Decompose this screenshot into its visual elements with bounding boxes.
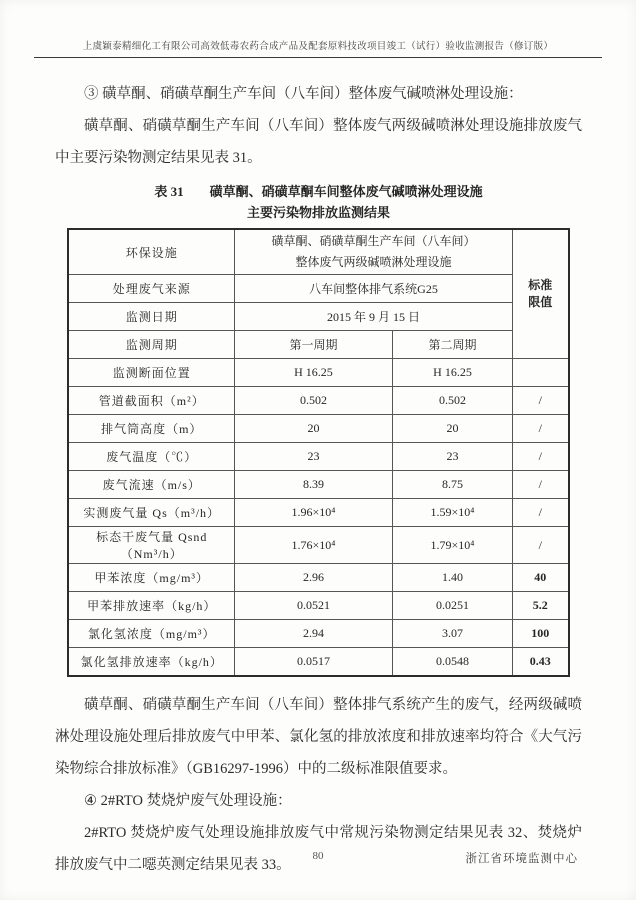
period-2-value: 0.502 <box>392 387 512 415</box>
standard-limit-value: / <box>513 415 569 443</box>
paragraph-rto-intro: 2#RTO 焚烧炉废气处理设施排放废气中常规污染物测定结果见表 32、焚烧炉排放废气中二噁英测定结果见表 33。 <box>55 825 582 873</box>
table-row-data <box>68 620 568 648</box>
standard-limit-value: / <box>513 471 569 499</box>
table-caption-title-line2: 主要污染物排放监测结果 <box>246 205 390 220</box>
monitoring-results-table <box>67 228 569 677</box>
standard-limit-value: / <box>513 527 569 564</box>
period-1-value: 20 <box>234 415 392 443</box>
period-2-value: H 16.25 <box>392 359 512 387</box>
table-row-data <box>68 592 568 620</box>
facility-value <box>234 229 512 275</box>
period-2-value: 1.40 <box>392 564 512 592</box>
period-1-value: 0.502 <box>234 387 392 415</box>
table-row-data <box>68 443 568 471</box>
row-label: 甲苯排放速率（kg/h） <box>68 592 234 620</box>
row-label: 监测周期 <box>68 331 234 359</box>
table-row-data <box>68 387 568 415</box>
table-row-data <box>68 648 568 677</box>
period-2-value: 3.07 <box>392 620 512 648</box>
facility-value-line1: 磺草酮、硝磺草酮生产车间（八车间） <box>271 234 476 248</box>
table-row-data <box>68 471 568 499</box>
row-label: 处理废气来源 <box>68 275 234 303</box>
period-1-value: 0.0521 <box>234 592 392 620</box>
footer-organization: 浙江省环境监测中心 <box>465 853 578 865</box>
period-2-value: 0.0548 <box>392 648 512 677</box>
date-value: 2015 年 9 月 15 日 <box>234 303 512 331</box>
standard-limit-value: / <box>513 387 569 415</box>
standard-limit-value: 100 <box>513 620 569 648</box>
period-1-value: 1.96×10⁴ <box>234 499 392 527</box>
paragraph-item-3-heading: ③ 磺草酮、硝磺草酮生产车间（八车间）整体废气碱喷淋处理设施： <box>84 86 523 102</box>
table-row-facility <box>68 229 568 275</box>
row-label: 监测日期 <box>68 303 234 331</box>
period-1-value: 2.94 <box>234 620 392 648</box>
row-label: 废气温度（℃） <box>68 443 234 471</box>
paragraph-table31-intro: 磺草酮、硝磺草酮生产车间（八车间）整体废气两级碱喷淋处理设施排放废气中主要污染物测定结果见表 31。 <box>55 118 582 166</box>
row-label: 废气流速（m/s） <box>68 471 234 499</box>
period-1-value: H 16.25 <box>234 359 392 387</box>
table-row-source <box>68 275 568 303</box>
row-label: 环保设施 <box>68 229 234 275</box>
period-2-header: 第二周期 <box>392 331 512 359</box>
period-1-value: 2.96 <box>234 564 392 592</box>
standard-limit-value <box>513 359 569 387</box>
facility-value-line2: 整体废气两级碱喷淋处理设施 <box>295 255 452 269</box>
standard-limit-value: / <box>513 443 569 471</box>
period-2-value: 0.0251 <box>392 592 512 620</box>
table-row-period <box>68 331 568 359</box>
row-label: 排气筒高度（m） <box>68 415 234 443</box>
row-label: 监测断面位置 <box>68 359 234 387</box>
period-2-value: 23 <box>392 443 512 471</box>
standard-limit-value: 40 <box>513 564 569 592</box>
table-row-data <box>68 499 568 527</box>
table-row-data <box>68 564 568 592</box>
table-row-data <box>68 359 568 387</box>
period-2-value: 1.79×10⁴ <box>392 527 512 564</box>
period-2-value: 8.75 <box>392 471 512 499</box>
row-label: 实测废气量 Qs（m³/h） <box>68 499 234 527</box>
row-label: 氯化氢浓度（mg/m³） <box>68 620 234 648</box>
row-label: 氯化氢排放速率（kg/h） <box>68 648 234 677</box>
row-label: 标态干废气量 Qsnd（Nm³/h） <box>68 527 234 564</box>
page-number: 80 <box>312 850 324 862</box>
standard-limit-value: 5.2 <box>513 592 569 620</box>
paragraph-conclusion: 磺草酮、硝磺草酮生产车间（八车间）整体排气系统产生的废气，经两级碱喷淋处理设施处理后排放废气中甲苯、氯化氢的排放浓度和排放速率均符合《大气污染物综合排放标准》（GB16297-1996）中的二级标准限值要求。 <box>55 697 582 777</box>
standard-limit-header <box>513 229 569 359</box>
row-label: 管道截面积（m²） <box>68 387 234 415</box>
period-1-value: 1.76×10⁴ <box>234 527 392 564</box>
standard-limit-line1: 标准 <box>528 278 553 292</box>
table-caption-title-line1: 磺草酮、硝磺草酮车间整体废气碱喷淋处理设施 <box>209 184 483 199</box>
period-1-header: 第一周期 <box>234 331 392 359</box>
paragraph-item-4-heading: ④ 2#RTO 焚烧炉废气处理设施： <box>84 793 292 809</box>
period-2-value: 20 <box>392 415 512 443</box>
standard-limit-value: 0.43 <box>513 648 569 677</box>
period-2-value: 1.59×10⁴ <box>392 499 512 527</box>
table-row-date <box>68 303 568 331</box>
source-value: 八车间整体排气系统G25 <box>234 275 512 303</box>
row-label: 甲苯浓度（mg/m³） <box>68 564 234 592</box>
period-1-value: 0.0517 <box>234 648 392 677</box>
table-caption <box>55 181 582 223</box>
period-1-value: 8.39 <box>234 471 392 499</box>
page-content <box>55 78 582 881</box>
table-row-data <box>68 527 568 564</box>
table-row-data <box>68 415 568 443</box>
standard-limit-value: / <box>513 499 569 527</box>
table-caption-number: 表 31 <box>154 184 184 199</box>
standard-limit-line2: 限值 <box>528 295 553 309</box>
running-header-title: 上虞颖泰精细化工有限公司高效低毒农药合成产品及配套原料技改项目竣工（试行）验收监测报告（修订版） <box>34 38 602 58</box>
period-1-value: 23 <box>234 443 392 471</box>
